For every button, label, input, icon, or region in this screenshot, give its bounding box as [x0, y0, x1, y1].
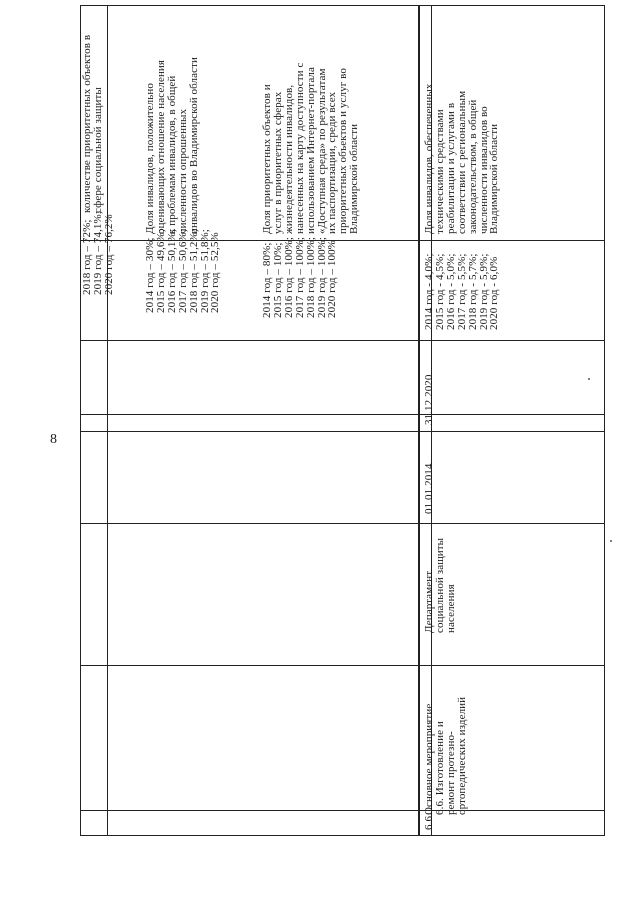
column-divider	[80, 431, 605, 432]
value-line: 2018 год – 51,2%;	[187, 229, 200, 313]
end-date: 31.12.2020	[423, 374, 435, 425]
value-line: 2019 год – 51,8%;	[198, 229, 211, 313]
value-line: 2018 год – 100%;	[304, 236, 317, 318]
value-line: 2019 год – 74,1%;	[91, 211, 104, 295]
indicator-line: Владимирской области	[348, 123, 361, 234]
measure-line: Основное мероприятие	[423, 703, 435, 815]
executor-line: Департамент	[423, 570, 435, 633]
value-line: 2019 год - 5,9%;	[477, 253, 490, 330]
page-number: 8	[50, 432, 57, 447]
value-line: 2018 год - 5,7%;	[466, 253, 479, 330]
value-line: 2020 год – 52,5%	[209, 232, 222, 313]
table-border	[80, 5, 605, 836]
indicator-line: «Доступная среда» по результатам	[315, 68, 328, 234]
value-line: 2017 год – 50,6%;	[176, 229, 189, 313]
measure-line: 6.6. Изготовление и	[433, 721, 446, 815]
value-line: 2015 год - 4,5%;	[433, 253, 446, 330]
indicator-line: приоритетных объектов и услуг во	[337, 68, 350, 234]
indicator-line: нанесенных на карту доступности с	[293, 62, 306, 234]
executor-line: социальной защиты	[433, 537, 446, 633]
executor-line: населения	[444, 584, 457, 633]
column-divider	[80, 340, 605, 341]
row-divider	[418, 5, 419, 836]
column-divider	[80, 240, 605, 241]
scan-speck	[588, 378, 590, 380]
indicator-line: Доля инвалидов, обеспеченных	[423, 83, 435, 234]
value-line: 2018 год – 72%;	[81, 219, 93, 295]
indicator-line: сфере социальной защиты	[91, 87, 104, 213]
measure-line: ортопедических изделий	[455, 696, 468, 815]
row-number: 6.6.	[423, 813, 435, 830]
value-line: 2016 год – 50,1%;	[165, 229, 178, 313]
measure-line: ремонт протезно-	[444, 731, 457, 815]
value-line: 2019 год – 100%;	[315, 236, 328, 318]
indicator-line: жизнедеятельности инвалидов,	[282, 84, 295, 234]
indicator-line: оценивающих отношение населения	[154, 59, 167, 234]
value-line: 2020 год – 76,2%	[102, 214, 115, 295]
indicator-line: инвалидов во Владимирской области	[187, 56, 200, 234]
value-line: 2017 год – 100%;	[293, 236, 306, 318]
indicator-line: использованием Интернет-портала	[304, 67, 317, 234]
value-line: 2020 год - 6,0%	[488, 256, 501, 330]
value-line: 2014 год - 4,0%;	[423, 253, 435, 330]
indicator-line: реабилитации и услугами в	[444, 102, 457, 234]
column-divider	[80, 665, 605, 666]
scan-speck	[610, 540, 612, 542]
indicator-line: Владимирской области	[488, 123, 501, 234]
column-divider	[80, 810, 605, 811]
indicator-line: к проблемам инвалидов, в общей	[165, 75, 178, 234]
indicator-line: количестве приоритетных объектов в	[81, 34, 93, 213]
indicator-line: численности инвалидов во	[477, 106, 490, 234]
value-line: 2016 год – 100%;	[282, 236, 295, 318]
value-line: 2015 год – 10%;	[271, 242, 284, 318]
value-line: 2016 год - 5,0%;	[444, 253, 457, 330]
start-date: 01.01.2014	[423, 463, 435, 514]
column-divider	[80, 523, 605, 524]
value-line: 2014 год – 30%;	[144, 237, 156, 313]
indicator-line: техническими средствами	[433, 109, 446, 234]
indicator-line: законодательством, в общей	[466, 99, 479, 234]
value-line: 2015 год – 49,6%;	[154, 229, 167, 313]
indicator-line: их паспортизации, среди всех	[326, 91, 339, 234]
indicator-line: соответствии с региональным	[455, 90, 468, 234]
indicator-line: услуг в приоритетных сферах	[271, 91, 284, 234]
value-line: 2020 год – 100%	[326, 240, 339, 318]
value-line: 2014 год – 80%;	[261, 242, 273, 318]
indicator-line: Доля приоритетных объектов и	[261, 84, 273, 234]
value-line: 2017 год - 5,5%;	[455, 253, 468, 330]
indicator-line: Доля инвалидов, положительно	[144, 83, 156, 234]
indicator-line: численности опрошенных	[176, 108, 189, 234]
